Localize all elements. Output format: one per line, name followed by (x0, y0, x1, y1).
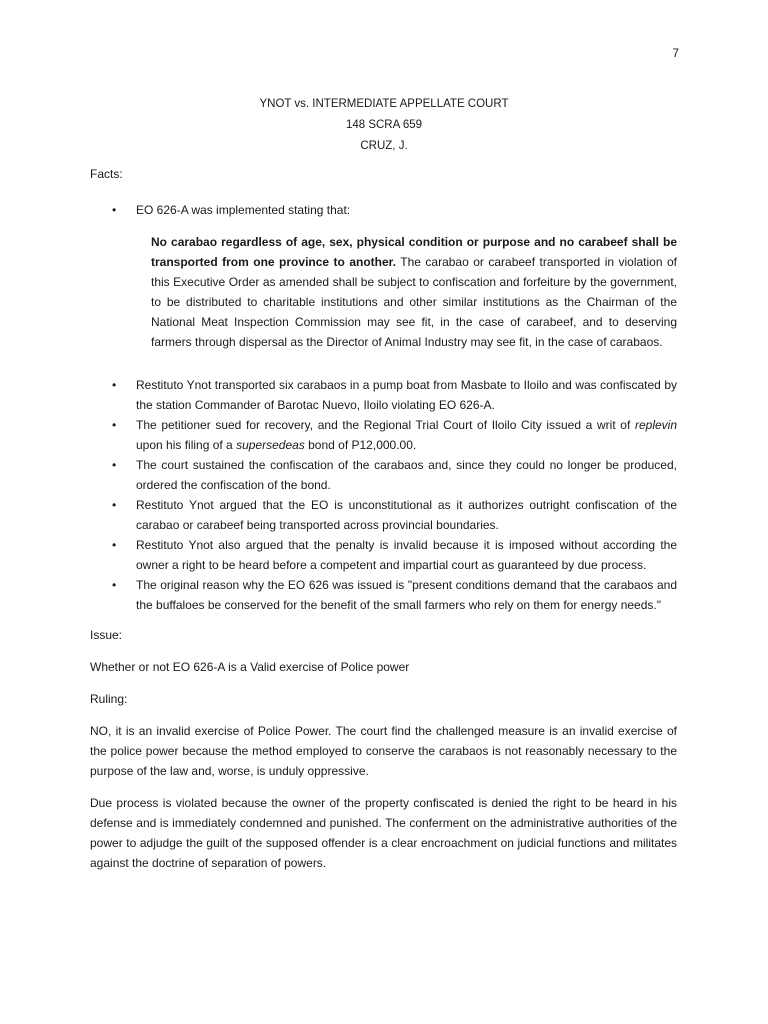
replevin-term: replevin (634, 418, 677, 432)
list-item-text-start: The petitioner sued for recovery, and the Regional Trial Court of Iloilo City issued a writ of (136, 418, 631, 432)
bullet-icon: • (112, 538, 117, 552)
bullet-icon: • (112, 578, 117, 592)
list-item-text (136, 418, 677, 452)
list-item (90, 495, 677, 535)
list-item-text: The court sustained the confiscation of the carabaos and, since they could no longer be produced, ordered the confiscation of the bond. (136, 458, 677, 492)
bullet-icon: • (112, 418, 117, 432)
list-item (90, 375, 677, 415)
eo-quote-bold: No carabao regardless of age, sex, physical condition or purpose and no carabeef shall be transported from one province to another. (151, 235, 677, 269)
list-item-text: Restituto Ynot argued that the EO is unconstitutional as it authorizes outright confiscation of the carabao or carabeef being transported across provincial boundaries. (136, 498, 677, 532)
list-item (90, 200, 677, 220)
case-citation: 148 SCRA 659 (345, 119, 423, 131)
list-item-text-end: bond of P12,000.00. (304, 438, 417, 452)
facts-label: Facts: (90, 167, 123, 181)
eo-quote (151, 232, 677, 352)
list-item (90, 415, 677, 455)
case-header (0, 94, 768, 157)
list-item (90, 575, 677, 615)
list-item (90, 535, 677, 575)
list-item-text: Restituto Ynot also argued that the penalty is invalid because it is imposed without according the owner a right to be heard before a competent and impartial court as guaranteed by due process. (136, 538, 677, 572)
list-item-text-mid: upon his filing of a (136, 438, 237, 452)
supersedeas-term: supersedeas (236, 438, 305, 452)
case-title: YNOT vs. INTERMEDIATE APPELLATE COURT (259, 98, 509, 110)
bullet-icon: • (112, 498, 117, 512)
list-item-text: EO 626-A was implemented stating that: (136, 203, 351, 217)
document-body (90, 164, 677, 885)
list-item-text: The original reason why the EO 626 was issued is "present conditions demand that the carabaos and the buffaloes be conserved for the benefit of the small farmers who rely on them for energy needs." (136, 578, 677, 612)
bullet-icon: • (112, 378, 117, 392)
facts-list (90, 375, 677, 615)
bullet-icon: • (112, 203, 117, 217)
issue-label: Issue: (90, 628, 123, 642)
ruling-paragraph: Due process is violated because the owner of the property confiscated is denied the right to be heard in his defense and is immediately condemned and punished. The conferment on the administrative authorities of the power to adjudge the guilt of the supposed offender is a clear encroachment on judicial functions and militates against the doctrine of separation of powers. (90, 796, 677, 870)
list-item-text: Restituto Ynot transported six carabaos in a pump boat from Masbate to Iloilo and was confiscated by the station Commander of Barotac Nuevo, Iloilo violating EO 626-A. (136, 378, 677, 412)
ruling-paragraph: NO, it is an invalid exercise of Police Power. The court find the challenged measure is an invalid exercise of the police power because the method employed to conserve the carabaos is not reasonably necessary to the purpose of the law and, worse, is unduly oppressive. (90, 724, 677, 778)
page-number: 7 (672, 46, 679, 60)
facts-first-list (90, 200, 677, 220)
ruling-label: Ruling: (90, 692, 128, 706)
issue-text: Whether or not EO 626-A is a Valid exercise of Police power (90, 660, 410, 674)
bullet-icon: • (112, 458, 117, 472)
list-item (90, 455, 677, 495)
case-justice: CRUZ, J. (360, 140, 408, 152)
eo-quote-rest: The carabao or carabeef transported in violation of this Executive Order as amended shall be subject to confiscation and forfeiture by the government, to be distributed to charitable institutions and other similar institutions as the Chairman of the National Meat Inspection Commission may see fit, in the case of carabeef, and to deserving farmers through dispersal as the Director of Animal Industry may see fit, in the case of carabaos. (151, 255, 677, 349)
